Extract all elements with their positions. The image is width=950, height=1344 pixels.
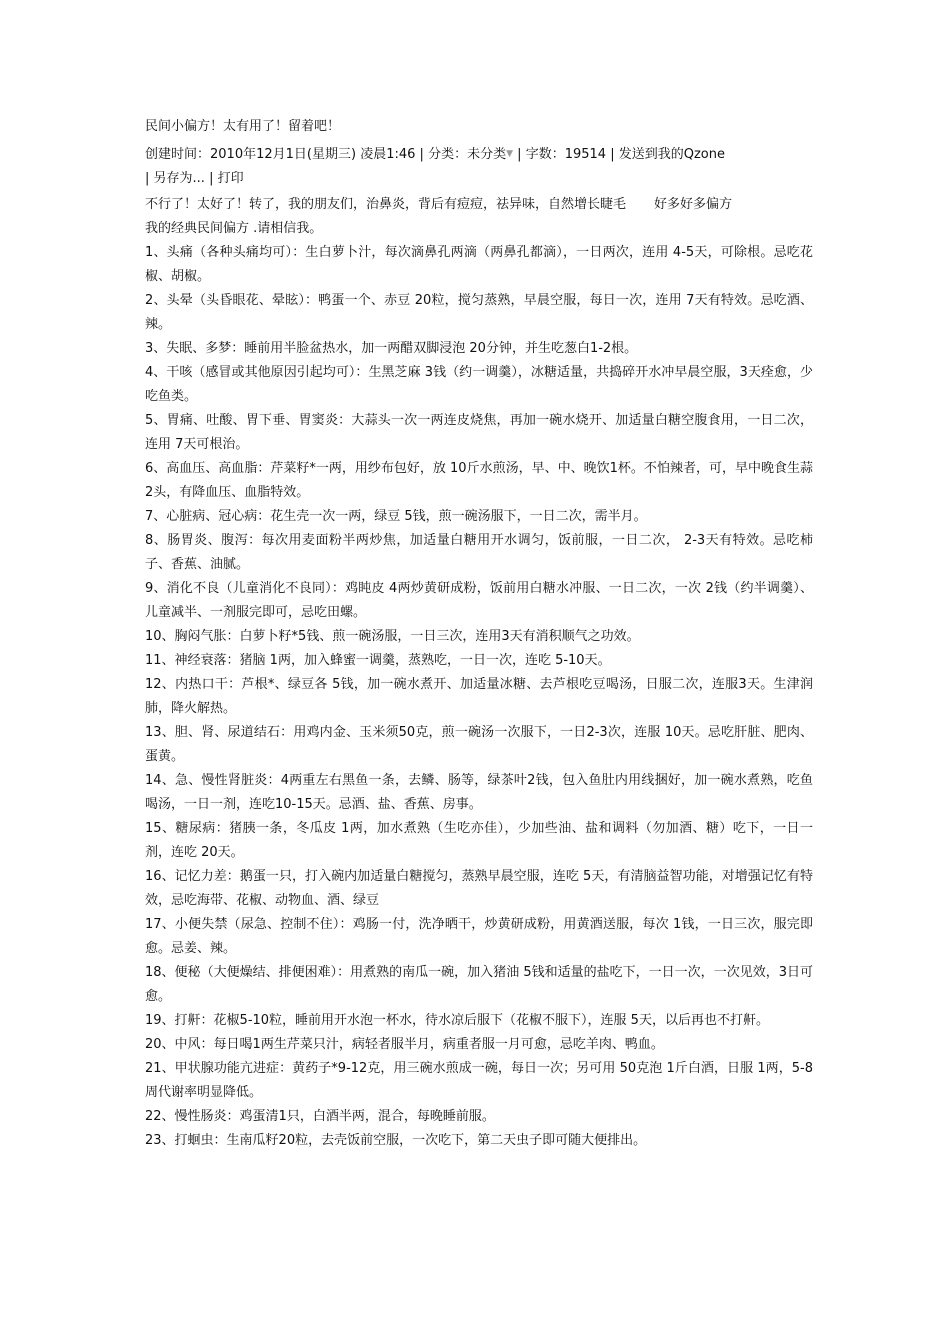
remedy-item: 9、消化不良（儿童消化不良同）：鸡盹皮 4两炒黄研成粉，饭前用白糖水冲服、一日二次，一次 2钱（约半调羹）、儿童减半、一剂服完即可，忌吃田螺。 xyxy=(145,581,813,620)
meta-separator: | xyxy=(517,147,522,162)
intro-line-2: 我的经典民间偏方 .请相信我。 xyxy=(145,221,323,236)
remedy-item: 19、打鼾：花椒5-10粒，睡前用开水泡一杯水，待水凉后服下（花椒不服下），连服 5天，以后再也不打鼾。 xyxy=(145,1013,769,1028)
article-meta xyxy=(145,142,813,191)
print-link[interactable]: 打印 xyxy=(217,171,244,186)
save-as-link[interactable]: 另存为... xyxy=(153,171,205,186)
meta-separator: | xyxy=(209,171,214,186)
remedy-item: 8、肠胃炎、腹泻：每次用麦面粉半两炒焦，加适量白糖用开水调匀，饭前服，一日二次， 2-3天有特效。忌吃柿子、香蕉、油腻。 xyxy=(145,533,813,572)
dropdown-triangle-icon[interactable]: ▼ xyxy=(506,149,514,159)
category-value[interactable]: 未分类 xyxy=(467,147,507,162)
meta-separator: | xyxy=(145,171,150,186)
created-value: 2010年12月1日(星期三) 凌晨1:46 xyxy=(210,147,416,162)
remedy-item: 13、胆、肾、尿道结石：用鸡内金、玉米须50克，煎一碗汤一次服下，一日2-3次，连服 10天。忌吃肝脏、肥肉、蛋黄。 xyxy=(145,725,813,764)
remedy-item: 11、神经衰落：猪脑 1两，加入蜂蜜一调羹，蒸熟吃，一日一次，连吃 5-10天。 xyxy=(145,653,611,668)
wordcount-value: 19514 xyxy=(564,147,607,162)
remedy-item: 1、头痛（各种头痛均可）：生白萝卜汁，每次滴鼻孔两滴（两鼻孔都滴），一日两次，连用 4-5天，可除根。忌吃花椒、胡椒。 xyxy=(145,245,813,284)
send-to-qzone-link[interactable]: 发送到我的Qzone xyxy=(618,147,725,162)
remedy-item: 7、心脏病、冠心病：花生壳一次一两，绿豆 5钱，煎一碗汤服下，一日二次，需半月。 xyxy=(145,509,647,524)
remedy-item: 20、中风：每日喝1两生芹菜只汁，病轻者服半月，病重者服一月可愈，忌吃羊肉、鸭血。 xyxy=(145,1037,664,1052)
article-title: 民间小偏方！太有用了！留着吧！ xyxy=(145,119,341,134)
intro-text: 不行了！太好了！转了，我的朋友们，治鼻炎，背后有痘痘，祛异味，自然增长睫毛 xyxy=(145,197,627,212)
remedy-item: 21、甲状腺功能亢进症：黄药子*9-12克，用三碗水煎成一碗，每日一次；另可用 50克泡 1斤白酒，日服 1两，5-8周代谢率明显降低。 xyxy=(145,1061,813,1100)
remedy-item: 22、慢性肠炎：鸡蛋清1只，白酒半两，混合，每晚睡前服。 xyxy=(145,1109,495,1124)
remedy-item: 17、小便失禁（尿急、控制不住）：鸡肠一付，洗净晒干，炒黄研成粉，用黄酒送服，每次 1钱，一日三次，服完即愈。忌姜、辣。 xyxy=(145,917,813,956)
remedy-item: 16、记忆力差：鹅蛋一只，打入碗内加适量白糖搅匀，蒸熟早晨空服，连吃 5天，有清脑益智功能，对增强记忆有特效，忌吃海带、花椒、动物血、酒、绿豆 xyxy=(145,869,813,908)
remedy-item: 5、胃痛、吐酸、胃下垂、胃窦炎：大蒜头一次一两连皮烧焦，再加一碗水烧开、加适量白糖空腹食用，一日二次，连用 7天可根治。 xyxy=(145,413,813,452)
remedy-item: 10、胸闷气胀：白萝卜籽*5钱、煎一碗汤服，一日三次，连用3天有消积顺气之功效。 xyxy=(145,629,640,644)
meta-separator: | xyxy=(419,147,424,162)
intro-line-1 xyxy=(145,193,813,217)
intro xyxy=(145,193,813,241)
created-label: 创建时间： xyxy=(145,147,211,162)
remedy-item: 3、失眠、多梦：睡前用半脸盆热水，加一两醋双脚浸泡 20分钟，并生吃葱白1-2根。 xyxy=(145,341,638,356)
intro-text-extra: 好多好多偏方 xyxy=(654,197,733,212)
wordcount-label: 字数： xyxy=(525,147,565,162)
remedy-item: 12、内热口干：芦根*、绿豆各 5钱，加一碗水煮开、加适量冰糖、去芦根吃豆喝汤，日服二次，连服3天。生津润肺，降火解热。 xyxy=(145,677,813,716)
remedy-item: 18、便秘（大便燥结、排便困难）：用煮熟的南瓜一碗，加入猪油 5钱和适量的盐吃下，一日一次，一次见效，3日可愈。 xyxy=(145,965,813,1004)
remedy-item: 23、打蛔虫：生南瓜籽20粒，去壳饭前空服，一次吃下，第二天虫子即可随大便排出。 xyxy=(145,1133,647,1148)
remedy-item: 15、糖尿病：猪胰一条，冬瓜皮 1两，加水煮熟（生吃亦佳），少加些油、盐和调料（勿加酒、糖）吃下，一日一剂，连吃 20天。 xyxy=(145,821,813,860)
remedy-item: 14、急、慢性肾脏炎：4两重左右黑鱼一条，去鳞、肠等，绿茶叶2钱，包入鱼肚内用线捆好，加一碗水煮熟，吃鱼喝汤，一日一剂，连吃10-15天。忌酒、盐、香蕉、房事。 xyxy=(145,773,813,812)
remedy-list xyxy=(145,241,813,1153)
meta-separator: | xyxy=(610,147,615,162)
article xyxy=(145,118,813,1153)
remedy-item: 6、高血压、高血脂：芹菜籽*一两，用纱布包好，放 10斤水煎汤，早、中、晚饮1杯。不怕辣者，可，早中晚食生蒜2头，有降血压、血脂特效。 xyxy=(145,461,813,500)
remedy-item: 4、干咳（感冒或其他原因引起均可）：生黑芝麻 3钱（约一调羹），冰糖适量，共捣碎开水冲早晨空服，3天痊愈，少吃鱼类。 xyxy=(145,365,813,404)
remedy-item: 2、头晕（头昏眼花、晕眩）：鸭蛋一个、赤豆 20粒，搅匀蒸熟，早晨空服，每日一次，连用 7天有特效。忌吃酒、辣。 xyxy=(145,293,813,332)
category-label: 分类： xyxy=(428,147,468,162)
